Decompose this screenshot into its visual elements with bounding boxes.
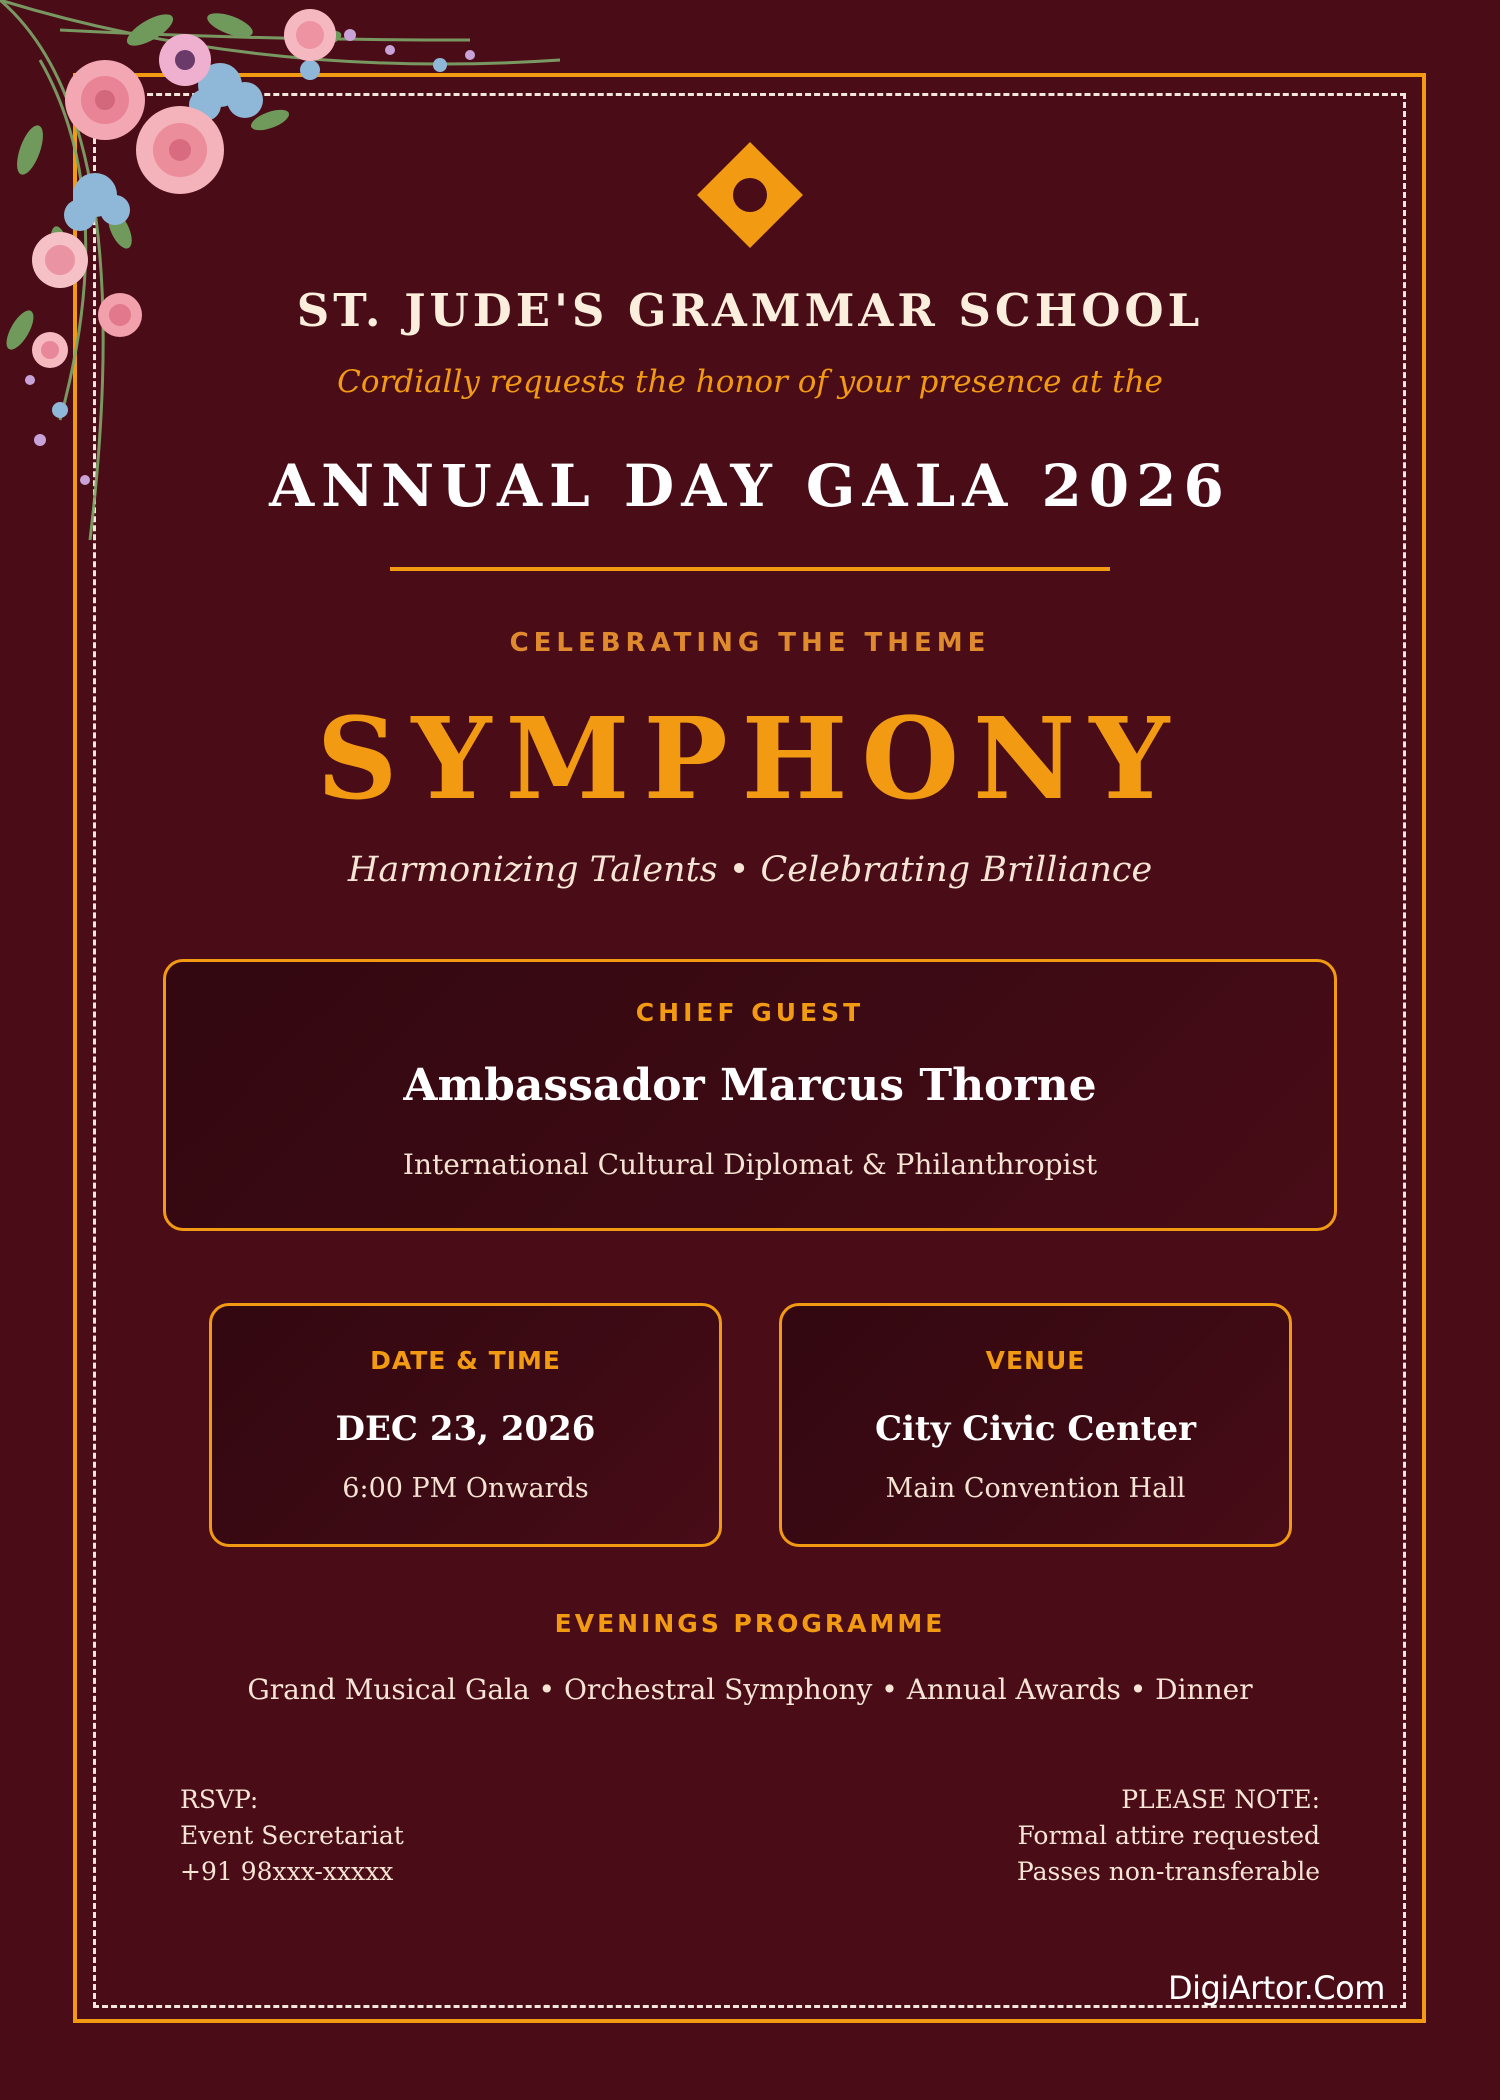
school-name: ST. JUDE'S GRAMMAR SCHOOL <box>296 284 1204 337</box>
note-line-attire: Formal attire requested <box>1017 1821 1320 1850</box>
note-line-passes: Passes non-transferable <box>1016 1857 1320 1886</box>
theme-tagline: Harmonizing Talents • Celebrating Brilliance <box>347 850 1153 890</box>
venue-card <box>779 1303 1292 1547</box>
watermark: DigiArtor.Com <box>1168 1969 1385 2007</box>
programme-label: EVENINGS PROGRAMME <box>554 1609 946 1638</box>
chief-guest-card <box>163 959 1337 1231</box>
programme-items: Grand Musical Gala • Orchestral Symphony • Annual Awards • Dinner <box>247 1673 1253 1706</box>
rsvp-phone: +91 98xxx-xxxxx <box>180 1857 394 1886</box>
event-date: DEC 23, 2026 <box>335 1409 596 1449</box>
rsvp-block <box>180 1782 404 1890</box>
event-time: 6:00 PM Onwards <box>342 1473 589 1504</box>
date-time-label: DATE & TIME <box>370 1346 561 1375</box>
theme-label: CELEBRATING THE THEME <box>509 628 991 658</box>
chief-guest-label: CHIEF GUEST <box>635 998 865 1027</box>
venue-label: VENUE <box>985 1346 1086 1375</box>
diamond-ring-emblem-icon <box>697 142 803 248</box>
date-time-card <box>209 1303 722 1547</box>
venue-name: City Civic Center <box>874 1409 1197 1449</box>
divider-line <box>390 567 1110 571</box>
rsvp-heading: RSVP: <box>180 1785 259 1814</box>
note-heading: PLEASE NOTE: <box>1121 1785 1320 1814</box>
chief-guest-title: International Cultural Diplomat & Philanthropist <box>402 1148 1098 1181</box>
note-block <box>1017 1782 1320 1890</box>
event-title: ANNUAL DAY GALA 2026 <box>269 452 1231 520</box>
venue-hall: Main Convention Hall <box>885 1473 1186 1504</box>
chief-guest-name: Ambassador Marcus Thorne <box>403 1060 1097 1111</box>
rsvp-contact: Event Secretariat <box>180 1821 404 1850</box>
request-line: Cordially requests the honor of your presence at the <box>337 364 1163 400</box>
theme-name: SYMPHONY <box>316 694 1184 825</box>
